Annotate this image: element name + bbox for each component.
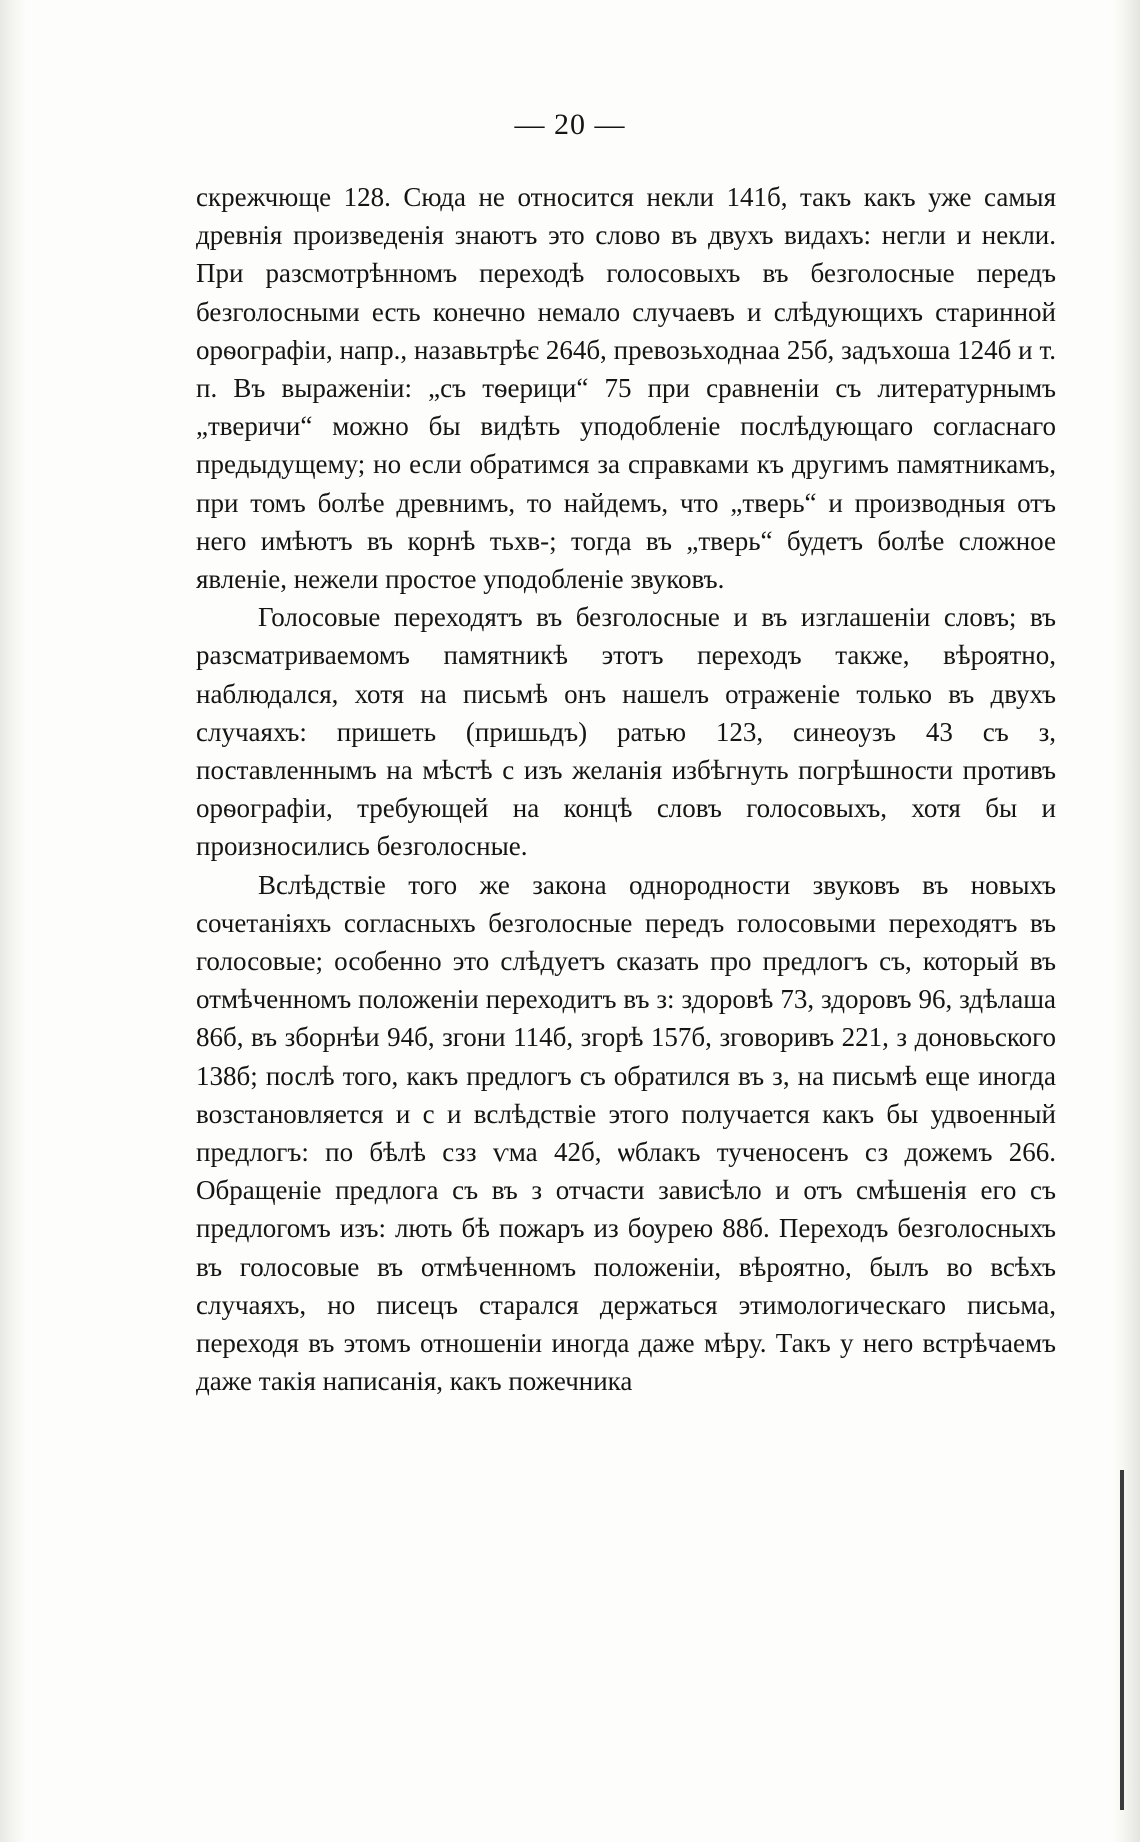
body-text (196, 178, 1056, 1401)
page-right-edge (1112, 0, 1140, 1842)
page-number-header: — 20 — (514, 108, 626, 141)
page-left-edge (0, 0, 26, 1842)
paragraph-2: Голосовые переходятъ въ безголосные и въ изглашеніи словъ; въ разсматриваемомъ памятникѣ этотъ переходъ также, вѣроятно, наблюдался, хотя на письмѣ онъ нашелъ отраженіе только въ двухъ случаяхъ: пришеть (пришьдъ) ратью 123, синеоузъ 43 съ з, поставленнымъ на мѣстѣ с изъ желанія избѣгнуть погрѣшности противъ орѳографіи, требующей на концѣ словъ голосовыхъ, хотя бы и произносились безголосные. (196, 602, 1056, 862)
paragraph-3: Вслѣдствіе того же закона однородности звуковъ въ новыхъ сочетаніяхъ согласныхъ безголосные передъ голосовыми переходятъ въ голосовые; особенно это слѣдуетъ сказать про предлогъ съ, который въ отмѣченномъ положеніи переходитъ въ з: здоровѣ 73, здоровъ 96, здѣлаша 86б, въ зборнѣи 94б, згони 114б, згорѣ 157б, зговоривъ 221, з доновьского 138б; послѣ того, какъ предлогъ съ обратился въ з, на письмѣ еще иногда возстановляется и с и вслѣдствіе этого получается какъ бы удвоенный предлогъ: по бѣлѣ сзз ѵма 42б, ѡблакъ тученосенъ сз дожемъ 266. Обращеніе предлога съ въ з отчасти зависѣло и отъ смѣшенія его съ предлогомъ изъ: лють бѣ пожаръ из боурею 88б. Переходъ безголосныхъ въ голосовые въ отмѣченномъ положеніи, вѣроятно, былъ во всѣхъ случаяхъ, но писецъ старался держаться этимологическаго письма, переходя въ этомъ отношеніи иногда даже мѣру. Такъ у него встрѣчаемъ даже такія написанія, какъ пожечника (196, 869, 1056, 1397)
binding-shadow (1120, 1470, 1124, 1810)
paragraph-1: скрежчюще 128. Сюда не относится некли 141б, такъ какъ уже самыя древнія произведенія знаютъ это слово въ двухъ видахъ: негли и некли. При разсмотрѣнномъ переходѣ голосовыхъ въ безголосные передъ безголосными есть конечно немало случаевъ и слѣдующихъ старинной орѳографіи, напр., назавьтрѣє 264б, превозьходнаа 25б, задъхоша 124б и т. п. Въ выраженіи: „съ тѳерици“ 75 при сравненіи съ литературнымъ „тверичи“ можно бы видѣть уподобленіе послѣдующаго согласнаго предыдущему; но если обратимся за справками къ другимъ памятникамъ, при томъ болѣе древнимъ, то найдемъ, что „тверь“ и производныя отъ него имѣютъ въ корнѣ тьхв-; тогда въ „тверь“ будетъ болѣе сложное явленіе, нежели простое уподобленіе звуковъ. (196, 182, 1056, 595)
